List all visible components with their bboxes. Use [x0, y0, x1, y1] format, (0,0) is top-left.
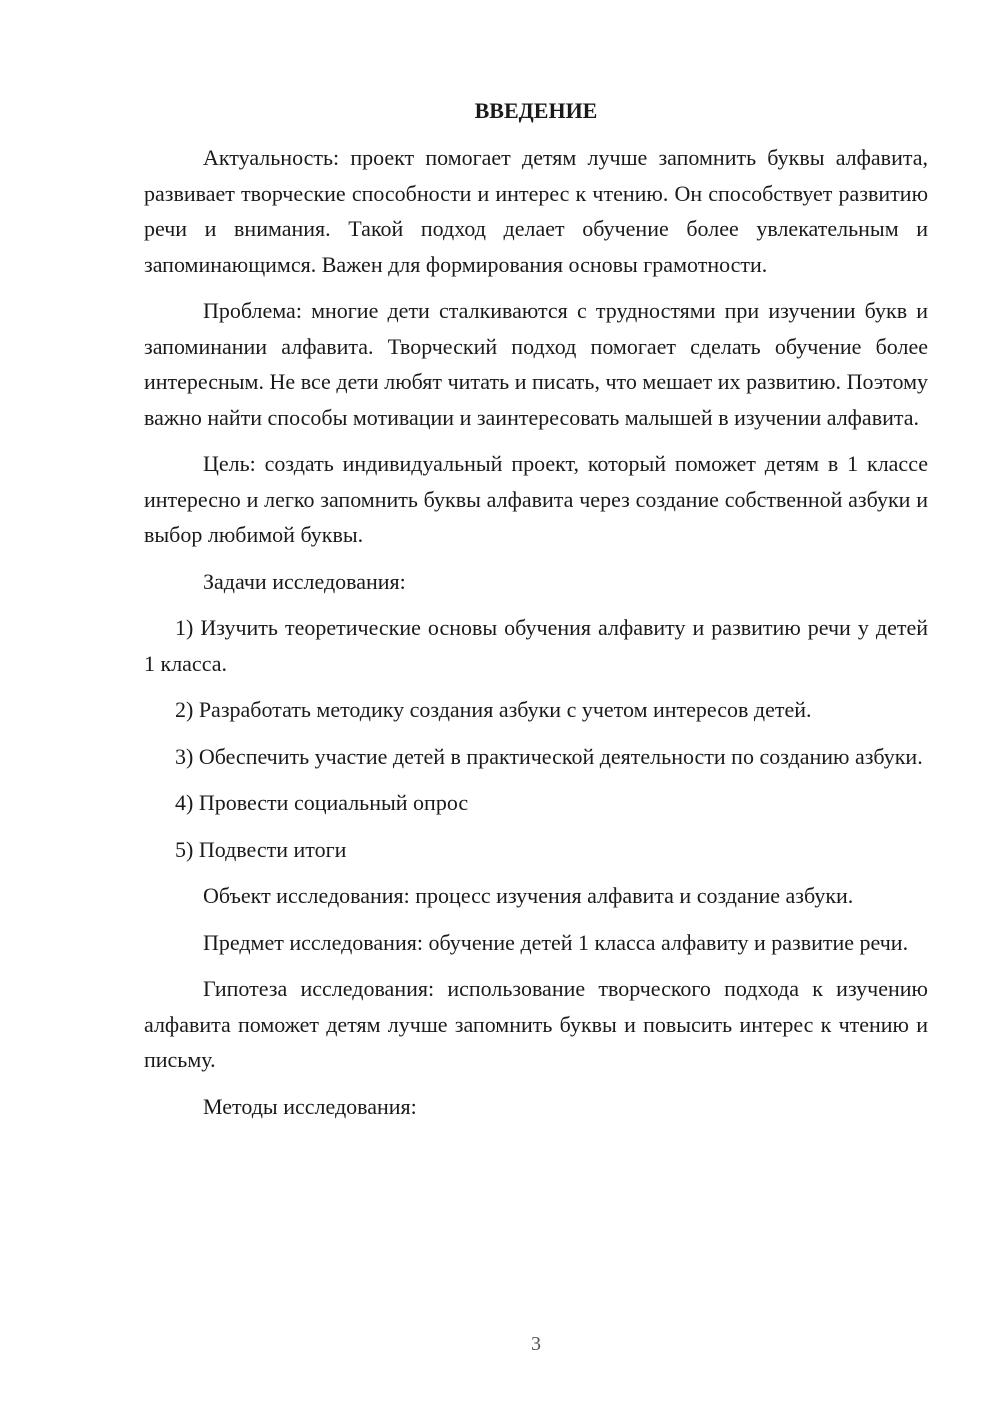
- object-paragraph: Объект исследования: процесс изучения алфавита и создание азбуки.: [203, 883, 854, 908]
- goal-paragraph: Цель: создать индивидуальный проект, который поможет детям в 1 классе интересно и легко запомнить буквы алфавита через создание собственной азбуки и выбор любимой буквы.: [144, 451, 928, 547]
- relevance-paragraph: Актуальность: проект помогает детям лучше запомнить буквы алфавита, развивает творческие способности и интерес к чтению. Он способствует развитию речи и внимания. Такой подход делает обучение более увлекательным и запоминающимся. Важен для формирования основы грамотности.: [144, 145, 928, 277]
- tasks-heading: Задачи исследования:: [203, 568, 406, 594]
- task-item-5: 5) Подвести итоги: [175, 836, 347, 862]
- task-item-3: 3) Обеспечить участие детей в практической деятельности по созданию азбуки.: [175, 743, 923, 769]
- task-item-4: 4) Провести социальный опрос: [175, 790, 469, 815]
- methods-heading: Методы исследования:: [203, 1093, 417, 1119]
- task-item-1: 1) Изучить теоретические основы обучения алфавиту и развитию речи у детей 1 класса.: [144, 615, 928, 676]
- section-title: ВВЕДЕНИЕ: [474, 98, 598, 123]
- problem-paragraph: Проблема: многие дети сталкиваются с трудностями при изучении букв и запоминании алфавита. Творческий подход помогает сделать обучение более интересным. Не все дети любят читать и писать, что мешает их развитию. Поэтому важно найти способы мотивации и заинтересовать малышей в изучении алфавита.: [144, 298, 928, 430]
- task-item-2: 2) Разработать методику создания азбуки с учетом интересов детей.: [175, 697, 812, 722]
- page-number: 3: [531, 1333, 541, 1355]
- page-content: [144, 96, 928, 1135]
- hypothesis-paragraph: Гипотеза исследования: использование творческого подхода к изучению алфавита поможет детям лучше запомнить буквы и повысить интерес к чтению и письму.: [144, 976, 928, 1072]
- subject-paragraph: Предмет исследования: обучение детей 1 класса алфавиту и развитие речи.: [203, 929, 909, 955]
